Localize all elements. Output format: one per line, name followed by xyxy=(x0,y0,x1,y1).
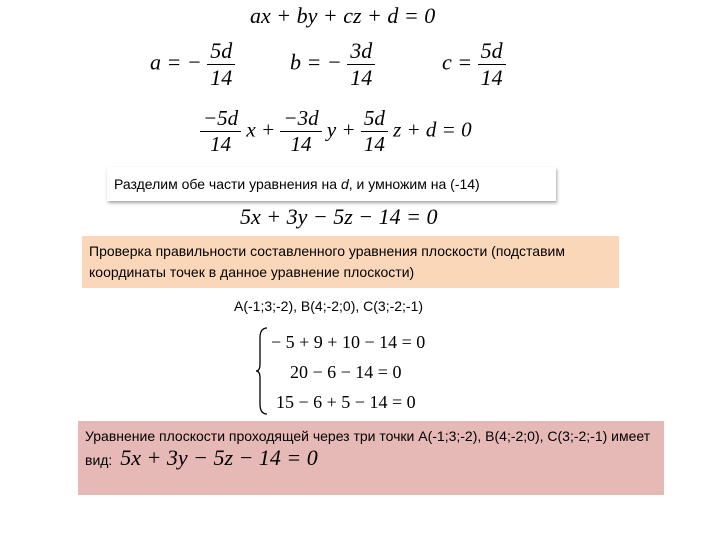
system-line-2: 20 − 6 − 14 = 0 xyxy=(290,362,402,382)
coef-c-denominator: 14 xyxy=(480,65,503,90)
coef-a-denominator: 14 xyxy=(210,65,233,90)
coef-b xyxy=(290,40,375,89)
coef-c-fraction xyxy=(478,40,506,89)
coef-a-lhs: a = − xyxy=(150,49,202,75)
instruction-variable: d xyxy=(340,176,349,192)
sub-fraction-2-denominator: 14 xyxy=(290,132,312,156)
coef-c xyxy=(442,40,506,89)
sub-fraction-3-denominator: 14 xyxy=(363,132,385,156)
coef-b-denominator: 14 xyxy=(350,65,373,90)
instruction-text-post: , и умножим на (-14) xyxy=(348,176,480,192)
verification-text: Проверка правильности составленного уравнения плоскости (подставим координаты точек в данное уравнение плоскости) xyxy=(89,243,565,280)
sub-fraction-1-numerator: −5d xyxy=(200,108,241,132)
sub-fraction-3-numerator: 5d xyxy=(361,108,388,132)
coef-c-numerator: 5d xyxy=(478,40,506,65)
sub-term-y: y + xyxy=(326,117,356,142)
conclusion-text: Уравнение плоскости проходящей через три точки A(-1;3;-2), B(4;-2;0), C(3;-2;-1) имеет вид: xyxy=(85,428,651,468)
coef-b-numerator: 3d xyxy=(347,40,375,65)
coef-b-fraction xyxy=(347,40,375,89)
sub-fraction-1 xyxy=(200,108,241,155)
sub-term-z: z + d = 0 xyxy=(393,117,472,142)
coef-c-lhs: c = xyxy=(442,49,473,75)
plane-equation: 5x + 3y − 5z − 14 = 0 xyxy=(240,204,438,229)
conclusion-box xyxy=(78,421,664,495)
points-line: A(-1;3;-2), B(4;-2;0), C(3;-2;-1) xyxy=(234,298,424,314)
substituted-equation xyxy=(200,108,472,155)
sub-fraction-2 xyxy=(280,108,321,155)
instruction-box xyxy=(107,167,556,201)
system-brace-icon xyxy=(255,326,269,416)
verification-box xyxy=(82,236,619,288)
sub-term-x: x + xyxy=(246,117,276,142)
system-line-3: 15 − 6 + 5 − 14 = 0 xyxy=(276,392,416,412)
conclusion-equation: 5x + 3y − 5z − 14 = 0 xyxy=(120,445,318,470)
general-plane-equation: ax + by + cz + d = 0 xyxy=(250,3,436,28)
instruction-text-pre: Разделим обе части уравнения на xyxy=(114,176,341,192)
system-line-1: − 5 + 9 + 10 − 14 = 0 xyxy=(271,332,426,352)
sub-fraction-3 xyxy=(361,108,388,155)
sub-fraction-2-numerator: −3d xyxy=(280,108,321,132)
coef-b-lhs: b = − xyxy=(290,49,342,75)
coef-a-fraction xyxy=(207,40,235,89)
coef-a xyxy=(150,40,235,89)
coef-a-numerator: 5d xyxy=(207,40,235,65)
sub-fraction-1-denominator: 14 xyxy=(210,132,232,156)
